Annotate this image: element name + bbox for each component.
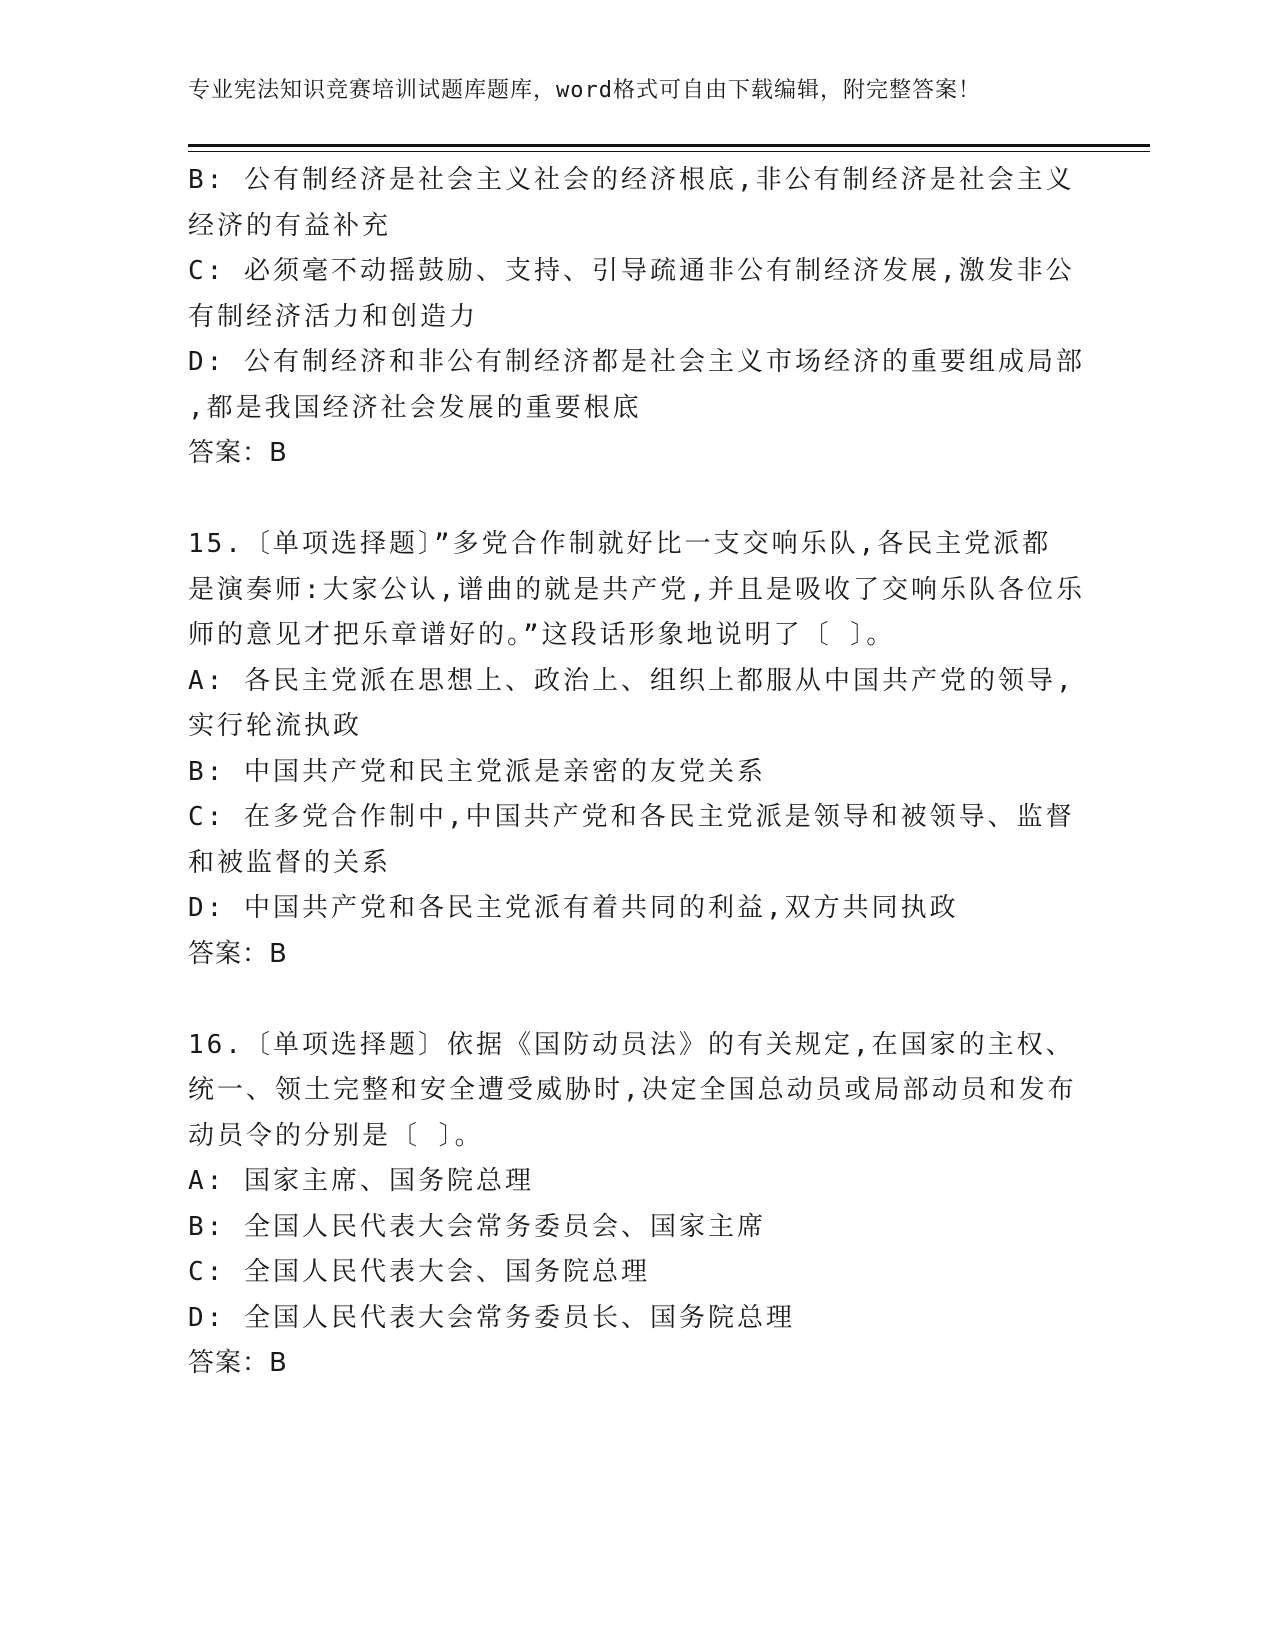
- q15-answer: 答案：B: [188, 938, 288, 969]
- q14-option-b-line1: B: 公有制经济是社会主义社会的经济根底,非公有制经济是社会主义: [188, 165, 1075, 195]
- q15-option-c-line2: 和被监督的关系: [188, 847, 392, 878]
- q16-option-d-line1: D: 全国人民代表大会常务委员长、国务院总理: [188, 1302, 795, 1333]
- q16-option-a-line1: A: 国家主席、国务院总理: [188, 1166, 534, 1196]
- question-16: [188, 1023, 1088, 1387]
- q14-option-d-line1: D: 公有制经济和非公有制经济都是社会主义市场经济的重要组成局部: [188, 347, 1085, 377]
- header-rule-thick: [188, 144, 1150, 147]
- q15-stem-line2: 是演奏师:大家公认,谱曲的就是共产党,并且是吸收了交响乐队各位乐: [188, 574, 1085, 605]
- q16-stem-line2: 统一、领土完整和安全遭受威胁时,决定全国总动员或局部动员和发布: [188, 1075, 1077, 1105]
- q16-answer: 答案：B: [188, 1348, 288, 1378]
- q15-option-c-line1: C: 在多党合作制中,中国共产党和各民主党派是领导和被领导、监督: [188, 802, 1075, 832]
- question-14-tail: [188, 158, 1088, 477]
- q14-option-d-line2: ,都是我国经济社会发展的重要根底: [188, 392, 642, 423]
- q15-option-a-line2: 实行轮流执政: [188, 711, 363, 741]
- question-15: [188, 522, 1088, 977]
- document-body: [188, 158, 1088, 1387]
- q16-stem-line3: 动员令的分别是〔 〕。: [188, 1120, 484, 1151]
- q14-option-b-line2: 经济的有益补充: [188, 210, 392, 241]
- q14-option-c-line2: 有制经济活力和创造力: [188, 301, 479, 332]
- header-rule-thin: [188, 151, 1150, 152]
- q16-option-b-line1: B: 全国人民代表大会常务委员会、国家主席: [188, 1211, 766, 1242]
- q14-answer: 答案：B: [188, 438, 288, 468]
- q16-option-c-line1: C: 全国人民代表大会、国务院总理: [188, 1257, 650, 1287]
- spacer: [188, 977, 1088, 1023]
- q15-option-b-line1: B: 中国共产党和民主党派是亲密的友党关系: [188, 756, 766, 787]
- q15-option-a-line1: A: 各民主党派在思想上、政治上、组织上都服从中国共产党的领导,: [188, 665, 1075, 696]
- q14-option-c-line1: C: 必须毫不动摇鼓励、支持、引导疏通非公有制经济发展,激发非公: [188, 256, 1075, 286]
- q16-stem-line1: 16.〔单项选择题〕依据《国防动员法》的有关规定,在国家的主权、: [188, 1029, 1075, 1060]
- spacer: [188, 477, 1088, 523]
- page-header-text: 专业宪法知识竞赛培训试题库题库，word格式可自由下载编辑，附完整答案！: [188, 78, 981, 103]
- q15-stem-line3: 师的意见才把乐章谱好的。”这段话形象地说明了〔 〕。: [188, 620, 896, 650]
- q15-stem-line1: 15.〔单项选择题〕”多党合作制就好比一支交响乐队,各民主党派都: [188, 529, 1052, 559]
- q15-option-d-line1: D: 中国共产党和各民主党派有着共同的利益,双方共同执政: [188, 893, 959, 923]
